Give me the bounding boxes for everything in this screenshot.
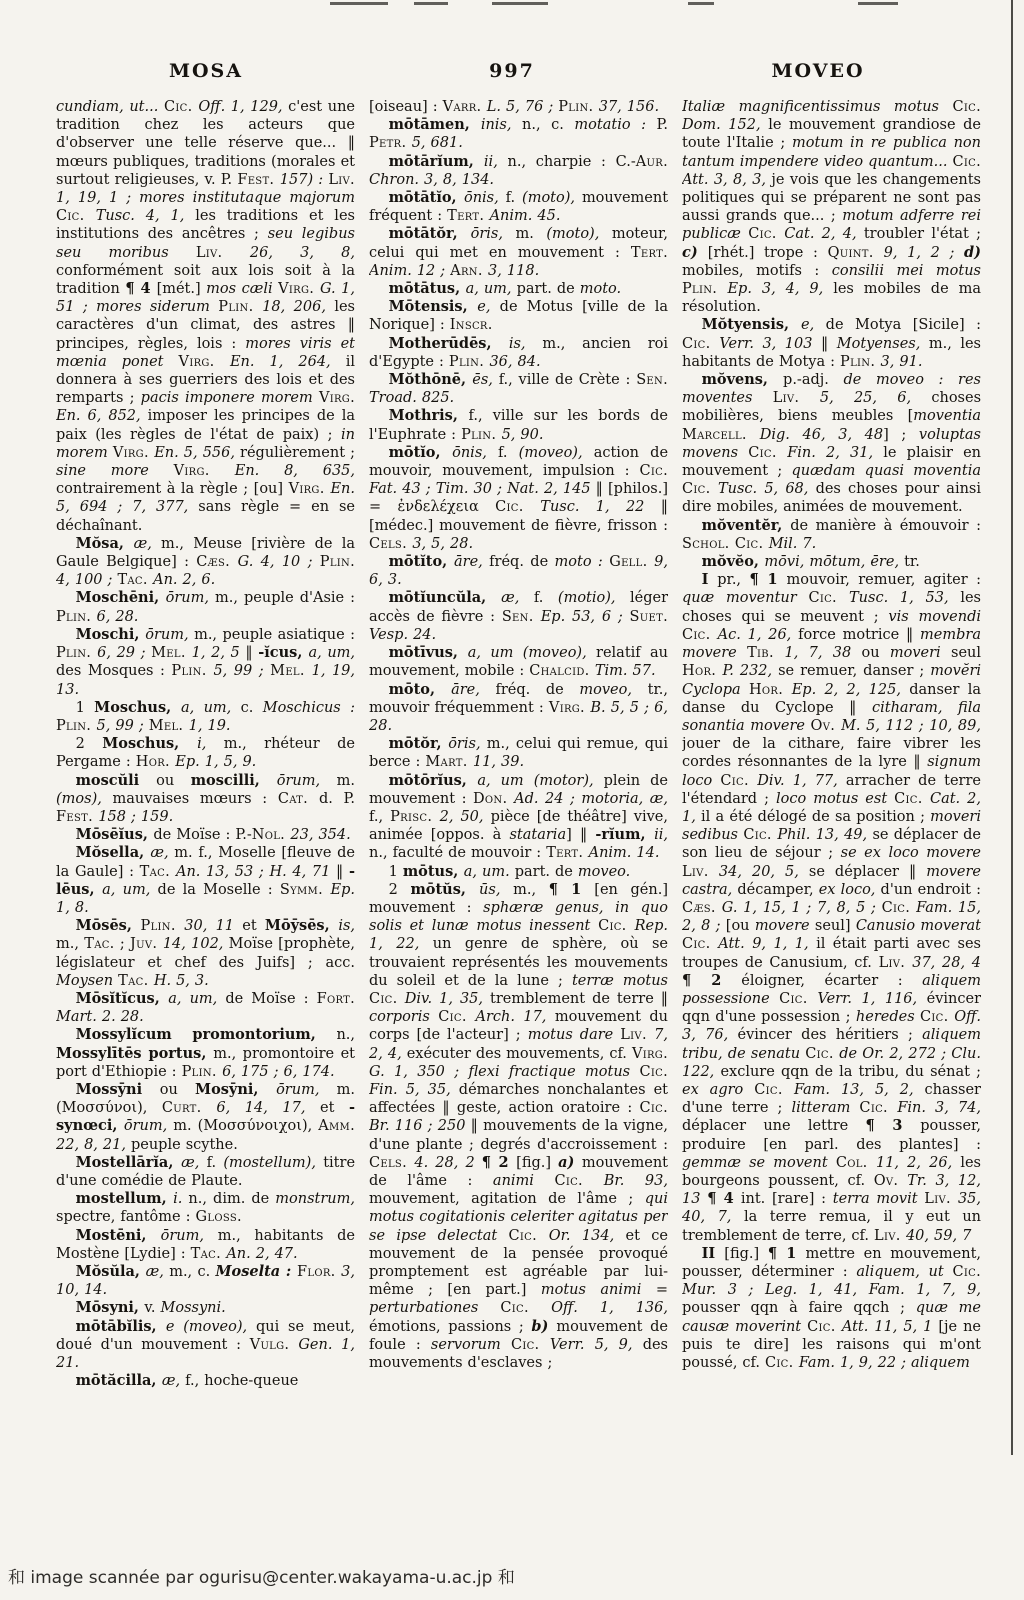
dictionary-entry: 2 mōtŭs, ūs, m., ¶ 1 [en gén.] mouvement : sphæræ genus, in quo solis et lunæ motus inessent Cic. Rep. 1, 22, un genre de sphère, où se trouvaient représentés les mouvements du soleil et de la lune ; terræ motus Cic. Div. 1, 35, tremblement de terre ‖ corporis Cic. Arch. 17, mouvement du corps [de l'acteur] ; motus dare Liv. 7, 2, 4, exécuter des mouvements, cf. Virg. G. 1, 350 ; flexi fractique motus Cic. Fin. 5, 35, démarches nonchalantes et affectées ‖ geste, action oratoire : Cic. Br. 116 ; 250 ‖ mouvements de la vigne, d'une plante ; degrés d'accroissement : Cels. 4. 28, 2 ¶ 2 [fig.] a) mouvement de l'âme : animi Cic. Br. 93, mouvement, agitation de l'âme ; qui motus cogitationis celeriter agitatus per se ipse delectat Cic. Or. 134, et ce mouvement de la pensée provoqué promptement est agréable par lui-même ; [en part.] motus animi = perturbationes Cic. Off. 1, 136, émotions, passions ; b) mouvement de foule : servorum Cic. Verr. 5, 9, des mouvements d'esclaves ; (369, 880, 668, 1372)
dictionary-text-block (56, 98, 981, 1548)
dictionary-entry: Mōsēĭus, de Moïse : P.-Nol. 23, 354. (75, 826, 351, 844)
scan-edge-artifact (330, 2, 388, 5)
page-number: 997 (489, 60, 535, 82)
dictionary-entry: moscŭli ou moscilli, ōrum, m. (mos), mauvaises mœurs : Cat. d. P. Fest. 158 ; 159. (56, 771, 355, 825)
dictionary-entry: Mostēni, ōrum, m., habitants de Mostène [Lydie] : Tac. An. 2, 47. (56, 1226, 355, 1262)
dictionary-entry: Moschi, ōrum, m., peuple asiatique : Plin. 6, 29 ; Mel. 1, 2, 5 ‖ -ĭcus, a, um, des Mosques : Plin. 5, 99 ; Mel. 1, 19, 13. (56, 625, 355, 698)
dictionary-entry: mŏventĕr, de manière à émouvoir : Schol. Cic. Mil. 7. (682, 516, 981, 552)
dictionary-entry: Mothris, f., ville sur les bords de l'Euphrate : Plin. 5, 90. (369, 407, 668, 443)
dictionary-entry: II [fig.] ¶ 1 mettre en mouvement, pousser, déterminer : aliquem, ut Cic. Mur. 3 ; Leg. 1, 41, Fam. 1, 7, 9, pousser qqn à faire qqch ; quæ me causæ moverint Cic. Att. 11, 5, 1 [je ne puis te dire] les raisons qui m'ont poussé, cf. Cic. Fam. 1, 9, 22 ; aliquem (682, 1244, 981, 1372)
dictionary-entry: Mōsĭtĭcus, a, um, de Moïse : Fort. Mart. 2. 28. (56, 989, 355, 1026)
dictionary-entry: mōtōrĭus, a, um (motor), plein de mouvement : Don. Ad. 24 ; motoria, æ, f., Prisc. 2, 50, pièce [de théâtre] vive, animée [oppos. à stataria] ‖ -rĭum, ii, n., faculté de mouvoir : Tert. Anim. 14. (369, 771, 668, 862)
dictionary-entry: Mŏsŭla, æ, m., c. Moselta : Flor. 3, 10, 14. (56, 1263, 355, 1299)
header-right-keyword: MOVEO (771, 60, 865, 82)
scan-edge-artifact (858, 2, 898, 5)
dictionary-entry: mōtĭto, āre, fréq. de moto : Gell. 9, 6, 3. (369, 553, 668, 589)
dictionary-entry: Mŏtyensis, e, de Motya [Sicile] : Cic. Verr. 3, 103 ‖ Motyenses, m., les habitants de Motya : Plin. 3, 91. (682, 316, 981, 370)
dictionary-entry: mōtātĭo, ōnis, f. (moto), mouvement fréquent : Tert. Anim. 45. (369, 189, 668, 225)
dictionary-entry: mōtĭo, ōnis, f. (moveo), action de mouvoir, mouvement, impulsion : Cic. Fat. 43 ; Tim. 30 ; Nat. 2, 145 ‖ [philos.] = ἐνδελέχεια Cic. Tusc. 1, 22 ‖ [médec.] mouvement de fièvre, frisson : Cels. 3, 5, 28. (369, 443, 668, 552)
dictionary-entry: mōtīvus, a, um (moveo), relatif au mouvement, mobile : Chalcid. Tim. 57. (369, 644, 668, 680)
dictionary-column-2 (369, 98, 668, 1548)
running-head (56, 60, 968, 82)
dictionary-entry: 2 Moschus, i, m., rhéteur de Pergame : Hor. Ep. 1, 5, 9. (56, 735, 355, 771)
scan-edge-artifact (414, 2, 448, 5)
scan-edge-artifact (492, 2, 548, 5)
dictionary-entry: mōtārĭum, ii, n., charpie : C.-Aur. Chron. 3, 8, 134. (369, 152, 668, 188)
dictionary-entry: Moschēni, ōrum, m., peuple d'Asie : Plin. 6, 28. (56, 589, 355, 625)
dictionary-entry: mŏvĕo, mōvi, mōtum, ēre, tr. (701, 553, 920, 571)
scan-watermark: 和 image scannée par ogurisu@center.wakayama-u.ac.jp 和 (8, 1568, 515, 1588)
dictionary-entry: mōto, āre, fréq. de moveo, tr., mouvoir fréquemment : Virg. B. 5, 5 ; 6, 28. (369, 680, 668, 734)
dictionary-entry: mōtātus, a, um, part. de moto. (388, 280, 622, 298)
dictionary-entry: Mōsēs, Plin. 30, 11 et Mōȳsēs, is, m., Tac. ; Juv. 14, 102, Moïse [prophète, législateur et chef des Juifs] ; acc. Moysen Tac. H. 5, 3. (56, 917, 355, 989)
dictionary-entry: mōtāmen, inis, n., c. motatio : P. Petr. 5, 681. (369, 116, 668, 152)
dictionary-entry: Mossylĭcum promontorium, n., Mossylītēs portus, m., promontoire et port d'Ethiopie : Plin. 6, 175 ; 6, 174. (56, 1026, 355, 1080)
dictionary-entry: mŏvens, p.-adj. de moveo : res moventes Liv. 5, 25, 6, choses mobilières, biens meubles [moventia Marcell. Dig. 46, 3, 48] ; voluptas movens Cic. Fin. 2, 31, le plaisir en mouvement ; quædam quasi moventia Cic. Tusc. 5, 68, des choses pour ainsi dire mobiles, animées de mouvement. (682, 371, 981, 516)
dictionary-entry: Italiæ magnificentissimus motus Cic. Dom. 152, le mouvement grandiose de toute l'Italie ; motum in re publica non tantum impendere video quantum... Cic. Att. 3, 8, 3, je vois que les changements politiques qui se préparent ne sont pas aussi grands que... ; motum adferre rei publicæ Cic. Cat. 2, 4, troubler l'état ; c) [rhét.] trope : Quint. 9, 1, 2 ; d) mobiles, motifs : consilii mei motus Plin. Ep. 3, 4, 9, les mobiles de ma résolution. (682, 99, 981, 316)
dictionary-entry: Mossȳni ou Mosȳni, ōrum, m. (Μοσσύνοι), Curt. 6, 14, 17, et -synœci, ōrum, m. (Μοσσύνοιχοι), Amm. 22, 8, 21, peuple scythe. (56, 1080, 355, 1153)
dictionary-entry: Mōtensis, e, de Motus [ville de la Norique] : Inscr. (369, 298, 668, 334)
dictionary-entry: Mōsyni, v. Mossyni. (75, 1299, 226, 1317)
dictionary-entry: 1 mōtus, a, um. part. de moveo. (388, 862, 631, 880)
dictionary-column-3 (682, 98, 981, 1548)
dictionary-entry: mōtĭuncŭla, æ, f. (motio), léger accès de fièvre : Sen. Ep. 53, 6 ; Suet. Vesp. 24. (369, 589, 668, 643)
header-left-keyword: MOSA (168, 60, 244, 82)
dictionary-entry: [oiseau] : Varr. L. 5, 76 ; Plin. 37, 156. (369, 99, 660, 115)
scan-edge-line (1011, 0, 1013, 1455)
dictionary-entry: Motherūdēs, is, m., ancien roi d'Egypte : Plin. 36, 84. (369, 334, 668, 370)
dictionary-entry: mostellum, i. n., dim. de monstrum, spectre, fantôme : Gloss. (56, 1190, 355, 1226)
dictionary-entry: mōtātŏr, ōris, m. (moto), moteur, celui qui met en mouvement : Tert. Anim. 12 ; Arn. 3, 118. (369, 225, 668, 279)
dictionary-entry: mōtăcilla, æ, f., hoche-queue (75, 1372, 299, 1390)
dictionary-column-1 (56, 98, 355, 1548)
dictionary-entry: Mŏsella, æ, m. f., Moselle [fleuve de la Gaule] : Tac. An. 13, 53 ; H. 4, 71 ‖ -lēus, a, um, de la Moselle : Symm. Ep. 1, 8. (56, 844, 355, 916)
dictionary-entry: mōtŏr, ōris, m., celui qui remue, qui berce : Mart. 11, 39. (369, 735, 668, 771)
dictionary-entry: Mŏsa, æ, m., Meuse [rivière de la Gaule Belgique] : Cæs. G. 4, 10 ; Plin. 4, 100 ; Tac. An. 2, 6. (56, 534, 355, 589)
dictionary-entry: mōtābĭlis, e (moveo), qui se meut, doué d'un mouvement : Vulg. Gen. 1, 21. (56, 1317, 355, 1372)
dictionary-entry: I pr., ¶ 1 mouvoir, remuer, agiter : quæ moventur Cic. Tusc. 1, 53, les choses qui se meuvent ; vis movendi Cic. Ac. 1, 26, force motrice ‖ membra movere Tib. 1, 7, 38 ou moveri seul Hor. P. 232, se remuer, danser ; movĕri Cyclopa Hor. Ep. 2, 2, 125, danser la danse du Cyclope ‖ citharam, fila sonantia movere Ov. M. 5, 112 ; 10, 89, jouer de la cithare, faire vibrer les cordes résonnantes de la lyre ‖ signum loco Cic. Div. 1, 77, arracher de terre l'étendard ; loco motus est Cic. Cat. 2, 1, il a été délogé de sa position ; moveri sedibus Cic. Phil. 13, 49, se déplacer de son lieu de séjour ; se ex loco movere Liv. 34, 20, 5, se déplacer ‖ movere castra, décamper, ex loco, d'un endroit : Cæs. G. 1, 15, 1 ; 7, 8, 5 ; Cic. Fam. 15, 2, 8 ; [ou movere seul] Canusio moverat Cic. Att. 9, 1, 1, il était parti avec ses troupes de Canusium, cf. Liv. 37, 28, 4 ¶ 2 éloigner, écarter : aliquem possessione Cic. Verr. 1, 116, évincer qqn d'une possession ; heredes Cic. Off. 3, 76, évincer des héritiers ; aliquem tribu, de senatu Cic. de Or. 2, 272 ; Clu. 122, exclure qqn de la tribu, du sénat ; ex agro Cic. Fam. 13, 5, 2, chasser d'une terre ; litteram Cic. Fin. 3, 74, déplacer une lettre ¶ 3 pousser, produire [en parl. des plantes] : gemmæ se movent Col. 11, 2, 26, les bourgeons poussent, cf. Ov. Tr. 3, 12, 13 ¶ 4 int. [rare] : terra movit Liv. 35, 40, 7, la terre remua, il y eut un tremblement de terre, cf. Liv. 40, 59, 7 (682, 571, 981, 1244)
dictionary-entry: 1 Moschus, a, um, c. Moschicus : Plin. 5, 99 ; Mel. 1, 19. (56, 698, 355, 734)
dictionary-entry: cundiam, ut... Cic. Off. 1, 129, c'est une tradition chez les acteurs que d'observer une telle réserve que... ‖ mœurs publiques, traditions (morales et surtout religieuses, v. P. Fest. 157) : Liv. 1, 19, 1 ; mores institutaque majorum Cic. Tusc. 4, 1, les traditions et les institutions des ancêtres ; seu legibus seu moribus Liv. 26, 3, 8, conformément soit aux lois soit à la tradition ¶ 4 [mét.] mos cæli Virg. G. 1, 51 ; mores siderum Plin. 18, 206, les caractères d'un climat, des astres ‖ principes, règles, lois : mores viris et mœnia ponet Virg. En. 1, 264, il donnera à ses guerriers des lois et des remparts ; pacis imponere morem Virg. En. 6, 852, imposer les principes de la paix (les règles de l'état de paix) ; in morem Virg. En. 5, 556, régulièrement ; sine more Virg. En. 8, 635, contrairement à la règle ; [ou] Virg. En. 5, 694 ; 7, 377, sans règle = en se déchaînant. (56, 99, 355, 534)
dictionary-entry: Mŏthōnē, ēs, f., ville de Crète : Sen. Troad. 825. (369, 371, 668, 407)
scan-edge-artifact (688, 2, 714, 5)
dictionary-entry: Mostellārĭa, æ, f. (mostellum), titre d'une comédie de Plaute. (56, 1153, 355, 1189)
